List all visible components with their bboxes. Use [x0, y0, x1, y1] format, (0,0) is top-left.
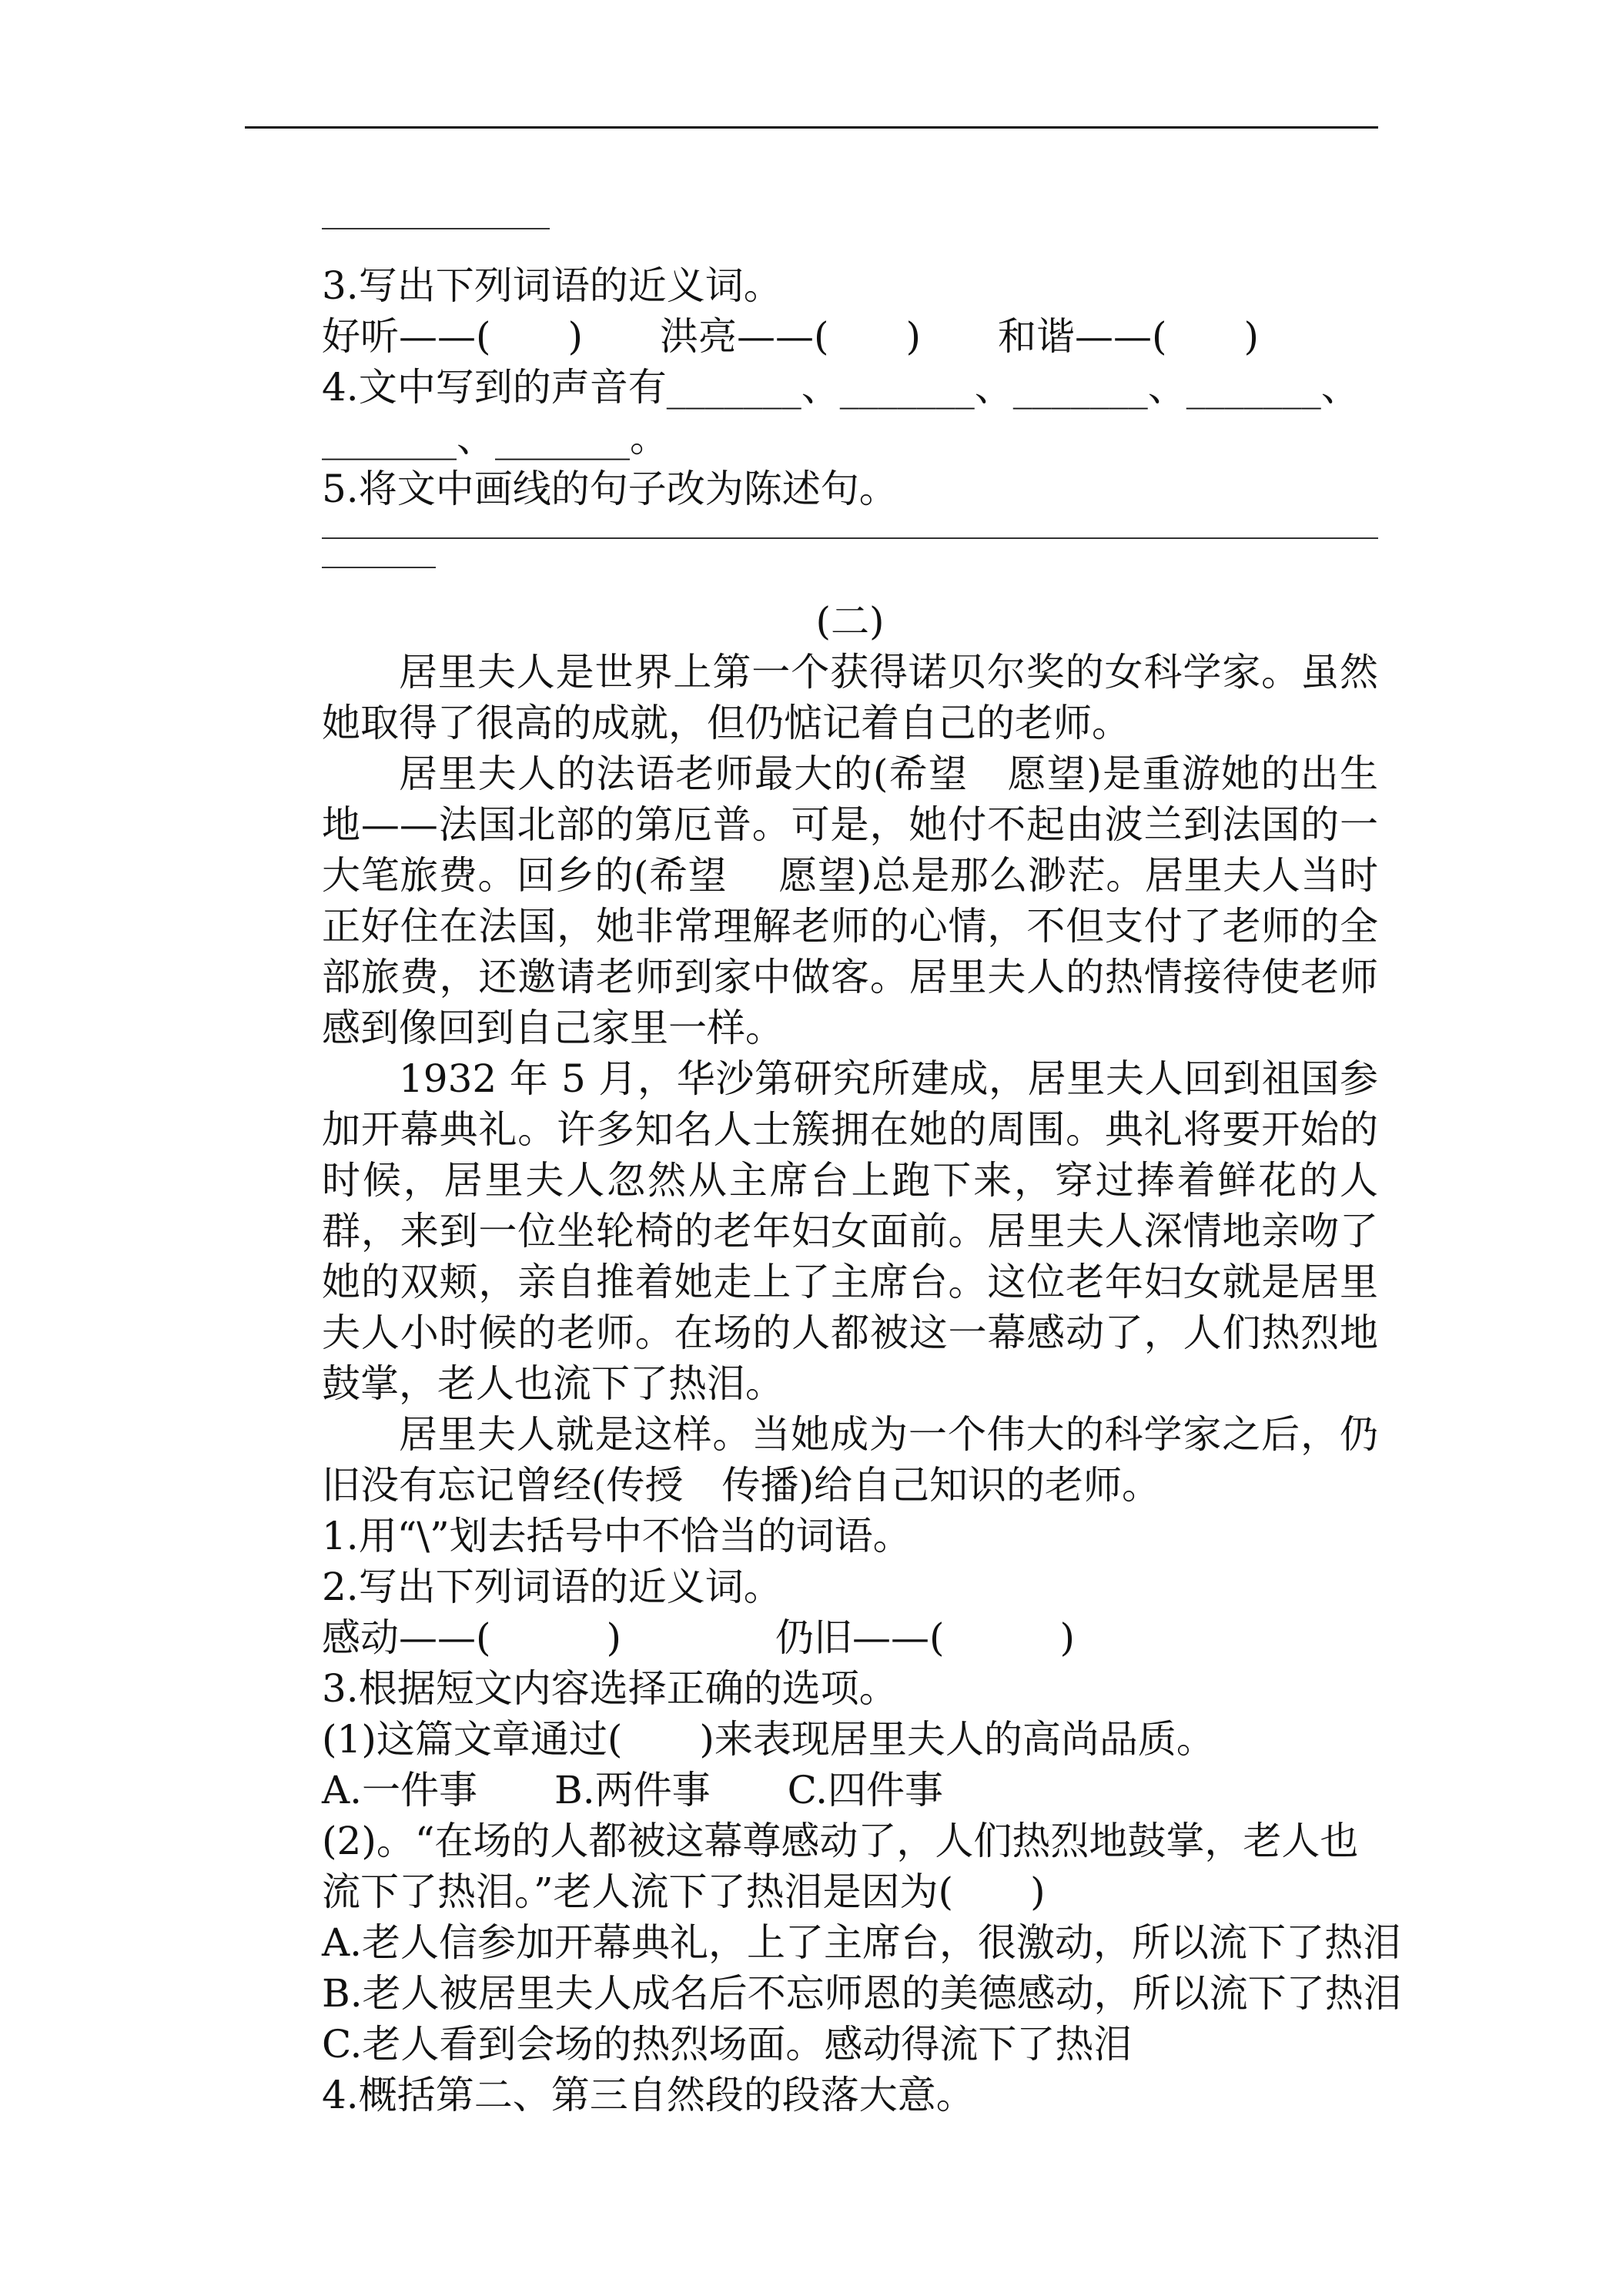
question-1: 1.用“\”划去括号中不恰当的词语。 [322, 1514, 912, 1558]
question-3-2-line1: (2)。“在场的人都被这幕尊感动了，人们热烈地鼓掌，老人也 [322, 1819, 1359, 1863]
passage-paragraph-1: 居里夫人是世界上第一个获得诺贝尔奖的女科学家。虽然她取得了很高的成就，但仍惦记着自己的老师。 [322, 650, 1378, 745]
question-4: 4.概括第二、第三自然段的段落大意。 [322, 2073, 975, 2117]
option-a: A.老人信参加开幕典礼，上了主席台，很激动，所以流下了热泪 [322, 1920, 1402, 1965]
question-3-1-options: A.一件事 B.两件事 C.四件事 [322, 1768, 944, 1812]
passage-paragraph-2: 居里夫人的法语老师最大的(希望 愿望)是重游她的出生地——法国北部的第厄普。可是，她付不起由波兰到法国的一大笔旅费。回乡的(希望 愿望)总是那么渺茫。居里夫人当时正好住在法国，她非常理解老师的心情，不但支付了老师的全部旅费，还邀请老师到家中做客。居里夫人的热情接待使老师感到像回到自己家里一样。 [322, 751, 1378, 1050]
section-heading: (二) [815, 599, 885, 644]
answer-line [322, 537, 1378, 567]
question-2-items: 感动——( ) 仍旧——( ) [322, 1615, 1076, 1660]
option-c: C.老人看到会场的热烈场面。感动得流下了热泪 [322, 2022, 1133, 2067]
q3-items: 好听——( ) 洪亮——( ) 和谐——( ) [322, 314, 1260, 359]
option-b: B.老人被居里夫人成名后不忘师恩的美德感动，所以流下了热泪 [322, 1971, 1402, 2016]
answer-line [322, 228, 550, 260]
answer-line [322, 567, 436, 596]
question-2: 2.写出下列词语的近义词。 [322, 1565, 782, 1609]
worksheet-content [322, 208, 1402, 2120]
q4-prompt-line1: 4.文中写到的声音有_______、_______、_______、_______、 [322, 365, 1360, 410]
passage-paragraph-4: 居里夫人就是这样。当她成为一个伟大的科学家之后，仍旧没有忘记曾经(传授 传播)给自己知识的老师。 [322, 1412, 1378, 1508]
header-rule [245, 126, 1378, 129]
question-3: 3.根据短文内容选择正确的选项。 [322, 1666, 898, 1711]
q4-prompt-line2: _______、_______。 [322, 416, 668, 460]
q3-prompt: 3.写出下列词语的近义词。 [322, 263, 782, 308]
passage-paragraph-3: 1932 年 5 月，华沙第研究所建成，居里夫人回到祖国参加开幕典礼。许多知名人士簇拥在她的周围。典礼将要开始的时候，居里夫人忽然从主席台上跑下来，穿过捧着鲜花的人群，来到一位坐轮椅的老年妇女面前。居里夫人深情地亲吻了她的双颊，亲自推着她走上了主席台。这位老年妇女就是居里夫人小时候的老师。在场的人都被这一幕感动了，人们热烈地鼓掌，老人也流下了热泪。 [322, 1056, 1378, 1406]
question-3-2-line2: 流下了热泪。”老人流下了热泪是因为( ) [322, 1869, 1046, 1914]
question-3-1: (1)这篇文章通过( )来表现居里夫人的高尚品质。 [322, 1717, 1215, 1762]
q5-prompt: 5.将文中画线的句子改为陈述句。 [322, 467, 898, 511]
